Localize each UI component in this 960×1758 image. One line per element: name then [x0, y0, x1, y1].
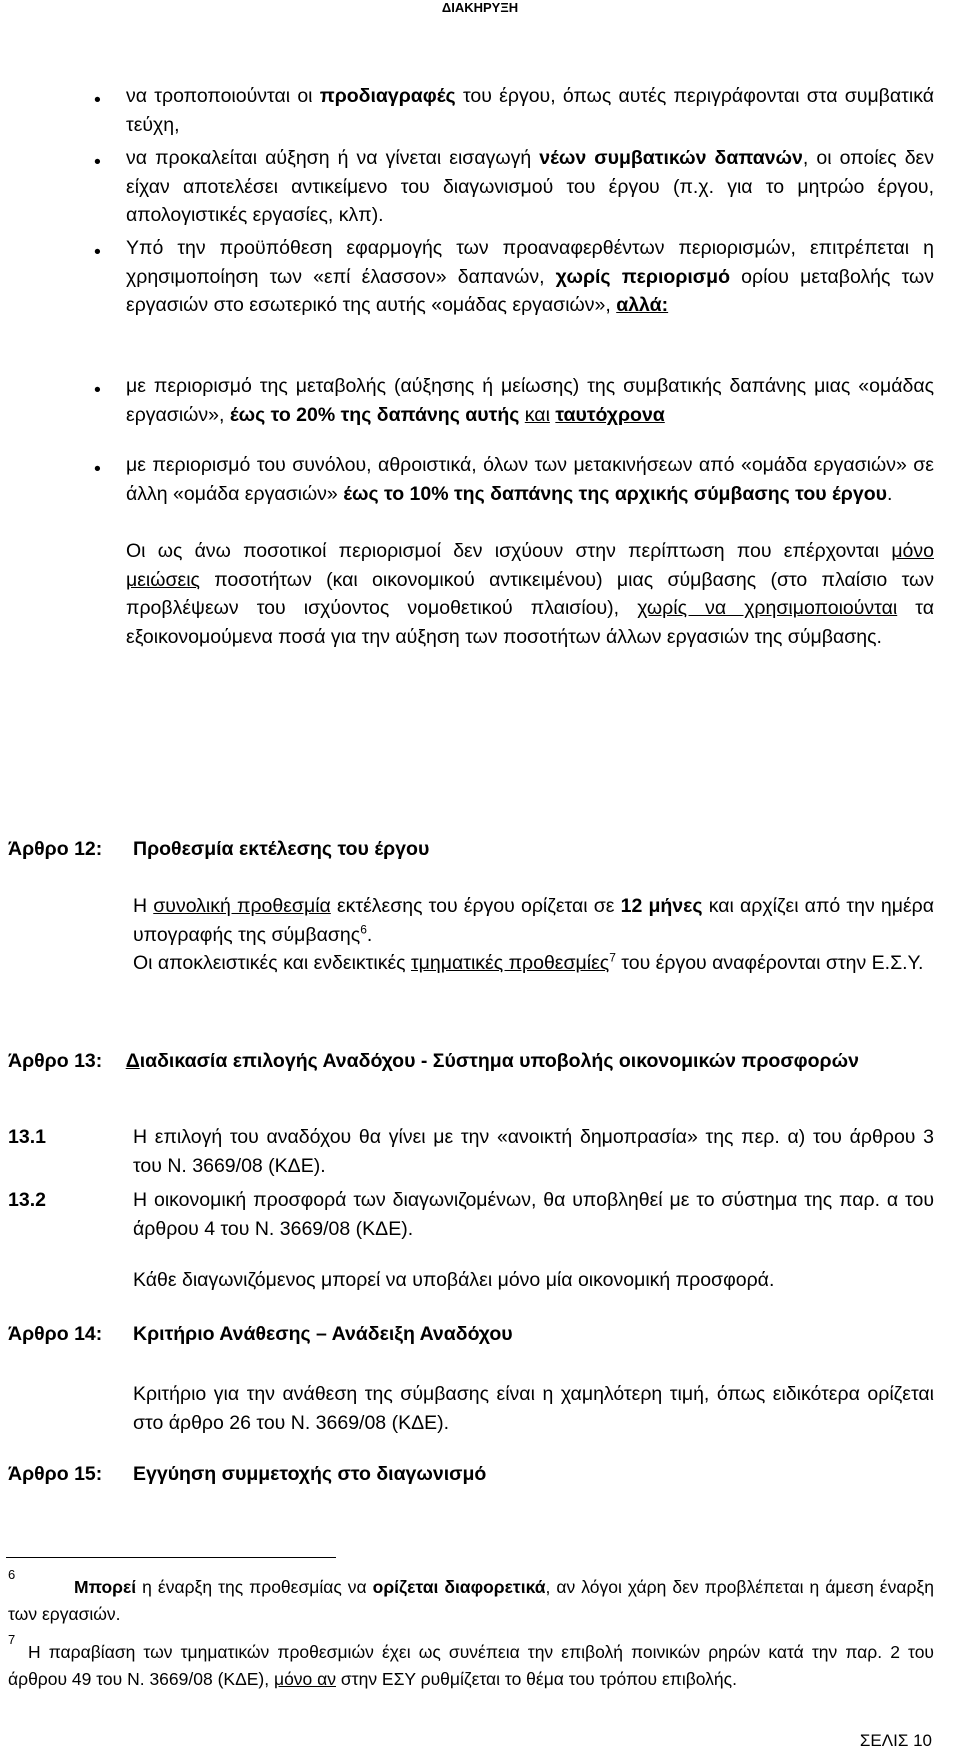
text-run: να τροποποιούνται οι	[126, 85, 320, 107]
text-run: Οι ως άνω ποσοτικοί περιορισμοί δεν ισχύουν στην περίπτωση που επέρχονται	[126, 540, 892, 562]
article-13-label: Άρθρο 13:	[8, 1050, 103, 1072]
text-run: η έναρξη της προθεσμίας να	[136, 1577, 373, 1597]
limits-paragraph	[126, 537, 934, 651]
article-14-title: Κριτήριο Ανάθεσης – Ανάδειξη Αναδόχου	[133, 1323, 513, 1345]
article-15-title: Εγγύηση συμμετοχής στο διαγωνισμό	[133, 1463, 487, 1485]
text-run: νέων συμβατικών δαπανών	[539, 147, 803, 169]
page-header: ΔΙΑΚΗΡΥΞΗ	[441, 0, 519, 15]
bullet-item	[126, 451, 934, 508]
text-run: Υπό την προϋπόθεση εφαρμογής των προαναφερθέντων περιορισμών, επιτρέπεται η χρησιμοποίηση των «επί έλασσον» δαπανών,	[126, 237, 934, 288]
bullet-icon: •	[94, 458, 101, 480]
text-run: .	[366, 923, 373, 946]
bullet-icon: •	[94, 379, 101, 401]
footnote-separator	[6, 1557, 336, 1558]
text-run: χωρίς περιορισμό	[555, 265, 730, 288]
text-run: του έργου αναφέρονται στην Ε.Σ.Υ.	[615, 952, 924, 974]
article-12-paragraph-2	[133, 949, 934, 978]
article-14-label: Άρθρο 14:	[8, 1323, 103, 1345]
footnote-ref: 7	[609, 950, 616, 965]
text-run: ορίου μεταβολής των εργασιών στο εσωτερικό της αυτής «ομάδας εργασιών»,	[126, 265, 934, 316]
bullet-item	[126, 234, 934, 320]
article-15-label: Άρθρο 15:	[8, 1463, 103, 1485]
text-run: να προκαλείται αύξηση ή να γίνεται εισαγωγή	[126, 147, 540, 169]
text-run: ταυτόχρονα	[555, 403, 665, 426]
text-run: εκτέλεσης του έργου ορίζεται σε	[330, 895, 621, 917]
text-run: ποσοτήτων (και οικονομικού αντικειμένου) μιας σύμβασης (στο πλαίσιο των προβλέψεων του ισχύοντος νομοθετικού πλαισίου),	[126, 568, 934, 619]
text-run: Η παραβίαση των τμηματικών προθεσμιών έχει ως συνέπεια την επιβολή ποινικών ρηρών κατά την παρ. 2 του άρθρου 49 του Ν. 3669/08 (ΚΔΕ),	[8, 1642, 934, 1689]
text-run: 12 μήνες	[620, 895, 703, 917]
bullet-icon: •	[94, 241, 101, 263]
text-run: του έργου, όπως αυτές περιγράφονται στα συμβατικά τεύχη,	[126, 85, 934, 136]
text-run: Οι αποκλειστικές και ενδεικτικές	[133, 952, 411, 974]
footnote-text	[8, 1574, 934, 1628]
article-14-text: Κριτήριο για την ανάθεση της σύμβασης είναι η χαμηλότερη τιμή, όπως ειδικότερα ορίζεται στο άρθρο 26 του Ν. 3669/08 (ΚΔΕ).	[133, 1383, 934, 1434]
text-run: , αν λόγοι χάρη δεν προβλέπεται η άμεση έναρξη των εργασιών.	[8, 1577, 935, 1624]
text-run: και	[524, 403, 550, 426]
clause-number: 13.2	[8, 1189, 46, 1211]
text-run: συνολική προθεσμία	[153, 895, 331, 917]
text-run: με περιορισμό του συνόλου, αθροιστικά, όλων των μετακινήσεων από «ομάδα εργασιών» σε άλλη «ομάδα εργασιών»	[126, 454, 934, 505]
text-run: έως το 20% της δαπάνης αυτής	[229, 403, 520, 426]
article-13-note: Κάθε διαγωνιζόμενος μπορεί να υποβάλει μόνο μία οικονομική προσφορά.	[133, 1269, 775, 1291]
text-run: Μπορεί	[74, 1577, 137, 1597]
text-run: Δ	[125, 1050, 140, 1072]
bullet-item	[126, 372, 934, 429]
footnote-text	[8, 1639, 934, 1693]
clause-number: 13.1	[8, 1126, 46, 1148]
article-13-heading	[8, 1047, 934, 1076]
text-run: .	[886, 482, 893, 505]
text-run: και αρχίζει από την ημέρα υπογραφής της σύμβασης	[133, 895, 935, 946]
text-run: στην ΕΣΥ ρυθμίζεται το θέμα του τρόπου επιβολής.	[336, 1669, 737, 1689]
text-run: Η	[133, 895, 154, 917]
text-run: έως το 10% της δαπάνης της αρχικής σύμβασης του έργου	[343, 482, 887, 505]
bullet-item	[126, 82, 934, 139]
footnote-number: 6	[8, 1567, 16, 1582]
text-run: αλλά:	[616, 294, 669, 316]
clause-text: Η επιλογή του αναδόχου θα γίνει με την «ανοικτή δημοπρασία» της περ. α) του άρθρου 3 του Ν. 3669/08 (ΚΔΕ).	[133, 1126, 934, 1177]
text-run: ορίζεται διαφορετικά	[372, 1577, 546, 1597]
bullet-item	[126, 144, 934, 230]
bullet-icon: •	[94, 89, 101, 111]
article-12-paragraph-1	[133, 892, 934, 949]
clause-text: Η οικονομική προσφορά των διαγωνιζομένων, θα υποβληθεί με το σύστημα της παρ. α του άρθρου 4 του Ν. 3669/08 (ΚΔΕ).	[133, 1189, 934, 1240]
text-run: τμηματικές προθεσμίες	[410, 952, 610, 974]
page-number: ΣΕΛΙΣ 10	[859, 1731, 932, 1750]
text-run: , οι οποίες δεν είχαν αποτελέσει αντικείμενο του διαγωνισμού του έργου (π.χ. για το μητρώο έργου, απολογιστικές εργασίες, κλπ).	[126, 147, 934, 226]
text-run: τα εξοικονομούμενα ποσά για την αύξηση των ποσοτήτων άλλων εργασιών της σύμβασης.	[126, 597, 935, 648]
bullet-icon: •	[94, 151, 101, 173]
text-run: με περιορισμό της μεταβολής (αύξησης ή μείωσης) της συμβατικής δαπάνης μιας «ομάδας εργασιών»,	[126, 375, 934, 426]
article-13-title: ιαδικασία επιλογής Αναδόχου - Σύστημα υποβολής οικονομικών προσφορών	[139, 1050, 859, 1072]
text-run: μόνο αν	[273, 1669, 337, 1689]
article-12-label: Άρθρο 12:	[8, 838, 103, 860]
text-run: χωρίς να χρησιμοποιούνται	[637, 597, 898, 619]
text-run: προδιαγραφές	[319, 85, 456, 107]
footnote-number: 7	[8, 1632, 16, 1647]
footnote-ref: 6	[360, 922, 367, 936]
article-12-title: Προθεσμία εκτέλεσης του έργου	[133, 838, 430, 860]
text-run: μόνο μειώσεις	[126, 540, 934, 591]
